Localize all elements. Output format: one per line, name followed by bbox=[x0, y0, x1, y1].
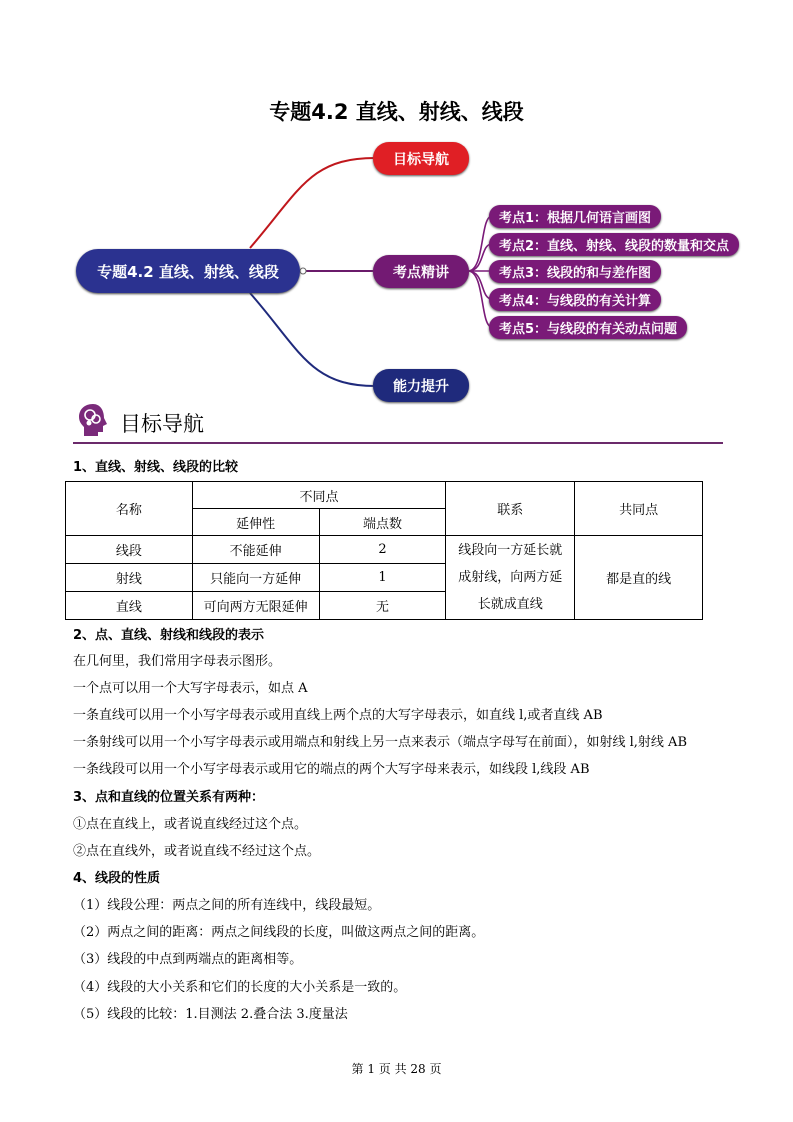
header-extend: 延伸性 bbox=[192, 509, 319, 536]
relation-cell bbox=[446, 536, 575, 620]
paragraph: （3）线段的中点到两端点的距离相等。 bbox=[73, 952, 303, 967]
paragraph: 在几何里，我们常用字母表示图形。 bbox=[73, 654, 282, 669]
comparison-table bbox=[65, 481, 703, 620]
mindmap-branch-points: 考点精讲 bbox=[373, 255, 469, 288]
mindmap-leaf-2: 考点2：直线、射线、线段的数量和交点 bbox=[489, 233, 739, 256]
row-name: 线段 bbox=[66, 536, 193, 564]
heading-4: 4、线段的性质 bbox=[73, 871, 161, 886]
row-extend: 只能向一方延伸 bbox=[192, 564, 319, 592]
section-header bbox=[73, 400, 723, 445]
heading-1: 1、直线、射线、线段的比较 bbox=[73, 460, 239, 475]
mindmap-leaf-5: 考点5：与线段的有关动点问题 bbox=[489, 316, 687, 339]
paragraph: ②点在直线外，或者说直线不经过这个点。 bbox=[73, 844, 321, 859]
paragraph: 一个点可以用一个大写字母表示，如点 A bbox=[73, 681, 308, 696]
row-endpoints: 1 bbox=[319, 564, 446, 592]
mindmap-branch-improve: 能力提升 bbox=[373, 369, 469, 402]
section-title: 目标导航 bbox=[120, 412, 204, 436]
row-extend: 可向两方无限延伸 bbox=[192, 592, 319, 620]
relation-line: 长就成直线 bbox=[477, 597, 543, 612]
paragraph: 一条直线可以用一个小写字母表示或用直线上两个点的大写字母表示，如直线 l,或者直线 AB bbox=[73, 708, 603, 723]
paragraph: （1）线段公理：两点之间的所有连线中，线段最短。 bbox=[73, 898, 381, 913]
mindmap-leaf-3: 考点3：线段的和与差作图 bbox=[489, 260, 661, 283]
mindmap-leaf-1: 考点1：根据几何语言画图 bbox=[489, 205, 661, 228]
row-name: 直线 bbox=[66, 592, 193, 620]
section-divider bbox=[73, 442, 723, 444]
relation-line: 成射线，向两方延 bbox=[458, 570, 563, 585]
brain-head-icon bbox=[76, 402, 110, 438]
row-endpoints: 无 bbox=[319, 592, 446, 620]
paragraph: （5）线段的比较：1.目测法 2.叠合法 3.度量法 bbox=[73, 1007, 348, 1022]
mindmap-root: 专题4.2 直线、射线、线段 bbox=[76, 249, 300, 293]
page-title: 专题4.2 直线、射线、线段 bbox=[269, 100, 524, 124]
paragraph: 一条线段可以用一个小写字母表示或用它的端点的两个大写字母来表示，如线段 l,线段 AB bbox=[73, 762, 590, 777]
paragraph: （4）线段的大小关系和它们的长度的大小关系是一致的。 bbox=[73, 980, 407, 995]
paragraph: 一条射线可以用一个小写字母表示或用端点和射线上另一点来表示（端点字母写在前面），如射线 l,射线 AB bbox=[73, 735, 687, 750]
heading-3: 3、点和直线的位置关系有两种： bbox=[73, 790, 265, 805]
common-cell: 都是直的线 bbox=[575, 536, 703, 620]
header-name: 名称 bbox=[66, 482, 193, 536]
header-common: 共同点 bbox=[575, 482, 703, 536]
page-footer: 第 1 页 共 28 页 bbox=[351, 1062, 442, 1076]
row-extend: 不能延伸 bbox=[192, 536, 319, 564]
mindmap-leaf-4: 考点4：与线段的有关计算 bbox=[489, 288, 661, 311]
header-diff: 不同点 bbox=[192, 482, 446, 509]
header-relation: 联系 bbox=[446, 482, 575, 536]
relation-line: 线段向一方延长就 bbox=[458, 543, 563, 558]
paragraph: （2）两点之间的距离：两点之间线段的长度，叫做这两点之间的距离。 bbox=[73, 925, 485, 940]
mindmap-branch-goal: 目标导航 bbox=[373, 142, 469, 175]
row-name: 射线 bbox=[66, 564, 193, 592]
header-endpoints: 端点数 bbox=[319, 509, 446, 536]
heading-2: 2、点、直线、射线和线段的表示 bbox=[73, 628, 265, 643]
paragraph: ①点在直线上，或者说直线经过这个点。 bbox=[73, 817, 308, 832]
row-endpoints: 2 bbox=[319, 536, 446, 564]
